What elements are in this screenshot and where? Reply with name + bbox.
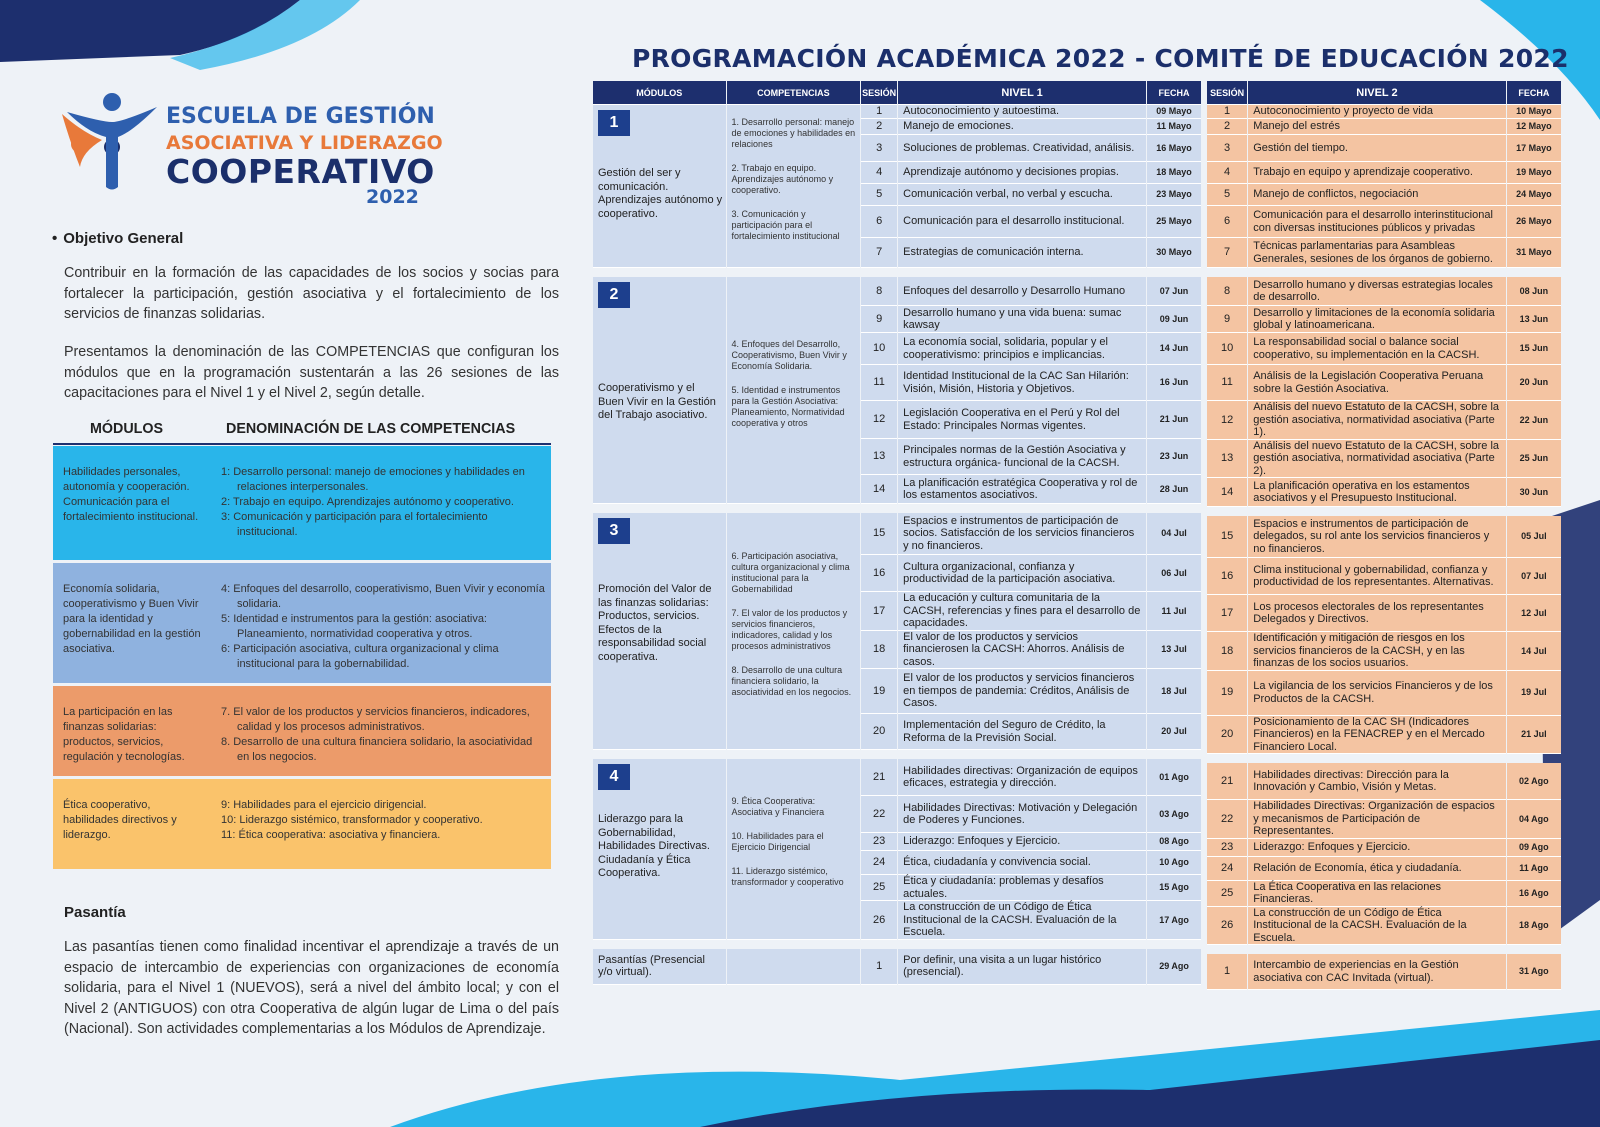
session-topic-nivel1: Identidad Institucional de la CAC San Hilarión: Visión, Misión, Historia y Objetivos.	[898, 365, 1146, 401]
programacion-nivel2-table	[1206, 81, 1562, 990]
th-modulos: MÓDULOS	[593, 81, 726, 105]
session-number: 5	[1207, 184, 1247, 206]
session-topic-nivel2: La vigilancia de los servicios Financieros y de los Productos de la CACSH.	[1248, 671, 1505, 716]
session-number: 25	[861, 875, 897, 901]
session-topic-nivel1: Estrategias de comunicación interna.	[898, 238, 1146, 268]
session-row	[593, 277, 1201, 306]
competencia-item: 6: Participación asociativa, cultura organizacional y clima institucional para la gobernabilidad.	[221, 643, 499, 670]
session-row-nivel2	[1207, 595, 1561, 632]
session-row	[593, 759, 1201, 796]
session-number: 20	[861, 714, 897, 750]
session-date-nivel1: 06 Jul	[1147, 555, 1201, 592]
competencia-block	[53, 686, 551, 776]
session-topic-nivel2: Análisis del nuevo Estatuto de la CACSH, sobre la gestión asociativa, normatividad asociativa (Parte 1).	[1248, 401, 1505, 440]
session-number: 5	[861, 184, 897, 206]
session-topic-nivel1: Desarrollo humano y una vida buena: sumac kawsay	[898, 306, 1146, 333]
objective-text: Contribuir en la formación de las capacidades de los socios y socias para fortalecer la participación, gestión asociativa y el fortalecimiento de los servicios de finanzas solidarias.	[64, 265, 559, 322]
session-row-nivel2	[1207, 184, 1561, 206]
module-competencias	[727, 277, 861, 504]
competencia-module-name: Ética cooperativo, habilidades directivos y liderazgo.	[63, 799, 177, 841]
session-topic-nivel1: Cultura organizacional, confianza y productividad de la participación asociativa.	[898, 555, 1146, 592]
session-row-nivel2	[1207, 440, 1561, 479]
session-row-nivel2	[1207, 105, 1561, 119]
header-divider	[53, 443, 551, 445]
session-date-nivel1: 18 Jul	[1147, 669, 1201, 714]
session-topic-nivel2: Técnicas parlamentarias para Asambleas Generales, sesiones de los órganos de gobierno.	[1248, 238, 1505, 268]
session-row-nivel2	[1207, 881, 1561, 907]
module-name: Liderazgo para la Gobernabilidad, Habilidades Directivas. Ciudadanía y Ética Cooperativa.	[598, 813, 710, 879]
competencia-entry: 5. Identidad e instrumentos para la Gestión Asociativa: Planeamiento, Normatividad cooperativa y otros	[731, 384, 845, 428]
competencia-item: 5: Identidad e instrumentos para la gestión: asociativa: Planeamiento, normatividad cooperativa y otros.	[221, 613, 487, 640]
session-date-nivel1: 14 Jun	[1147, 333, 1201, 365]
module-gap	[1207, 507, 1561, 516]
session-topic-nivel2: Análisis del nuevo Estatuto de la CACSH, sobre la gestión asociativa, normatividad asociativa (Parte 2).	[1248, 440, 1505, 479]
session-number: 15	[861, 513, 897, 555]
session-topic-nivel1: Legislación Cooperativa en el Perú y Rol del Estado: Principales Normas vigentes.	[898, 401, 1146, 439]
session-topic-nivel1: El valor de los productos y servicios financieros en tiempos de pandemia: Créditos, Análisis de Casos.	[898, 669, 1146, 714]
session-date-nivel1: 09 Mayo	[1147, 105, 1201, 119]
modules-header: MÓDULOS	[90, 421, 164, 437]
objective-heading: • Objetivo General	[52, 230, 183, 247]
session-number: 18	[1207, 632, 1247, 671]
session-number: 24	[1207, 857, 1247, 881]
session-date-nivel2: 17 Mayo	[1507, 135, 1561, 162]
session-number: 23	[1207, 839, 1247, 857]
session-topic-nivel1: Liderazgo: Enfoques y Ejercicio.	[898, 833, 1146, 851]
competencias-header: DENOMINACIÓN DE LAS COMPETENCIAS	[226, 421, 516, 437]
competencia-module-name: La participación en las finanzas solidarias: productos, servicios, regulación y tecnologías.	[63, 706, 185, 763]
session-date-nivel2: 26 Mayo	[1507, 206, 1561, 238]
th-sesion2: SESIÓN	[1207, 81, 1247, 105]
session-topic-nivel2: Clima institucional y gobernabilidad, confianza y productividad de los representantes. Alternativas.	[1248, 558, 1505, 595]
session-number: 21	[861, 759, 897, 796]
competencia-block	[53, 779, 551, 869]
session-date-nivel2: 18 Ago	[1507, 907, 1561, 946]
logo-line3: COOPERATIVO	[166, 152, 435, 191]
session-date-nivel2: 20 Jun	[1507, 365, 1561, 401]
session-date-nivel1: 13 Jul	[1147, 631, 1201, 670]
th-competencias: COMPETENCIAS	[727, 81, 861, 105]
competencia-list	[221, 705, 546, 765]
pasantias-date2: 31 Ago	[1507, 954, 1561, 990]
session-topic-nivel1: Ética y ciudadanía: problemas y desafíos actuales.	[898, 875, 1146, 901]
session-number: 23	[861, 833, 897, 851]
session-row-nivel2	[1207, 135, 1561, 162]
competencia-item: 11: Ética cooperativa: asociativa y financiera.	[221, 829, 441, 841]
session-date-nivel1: 03 Ago	[1147, 796, 1201, 833]
session-topic-nivel2: Desarrollo y limitaciones de la economía solidaria global y latinoamericana.	[1248, 306, 1505, 333]
session-row-nivel2	[1207, 277, 1561, 306]
session-topic-nivel1: Principales normas de la Gestión Asociativa y estructura orgánica- funcional de la CACSH.	[898, 439, 1146, 475]
module-number-badge: 4	[598, 764, 630, 790]
session-topic-nivel2: Habilidades Directivas: Organización de espacios y mecanismos de Participación de Representantes.	[1248, 800, 1505, 839]
session-date-nivel1: 16 Mayo	[1147, 135, 1201, 162]
session-date-nivel2: 07 Jul	[1507, 558, 1561, 595]
session-number: 14	[1207, 478, 1247, 507]
session-date-nivel2: 31 Mayo	[1507, 238, 1561, 268]
session-number: 8	[861, 277, 897, 306]
module-name: Cooperativismo y el Buen Vivir en la Gestión del Trabajo asociativo.	[598, 382, 716, 421]
session-date-nivel1: 10 Ago	[1147, 851, 1201, 875]
th-nivel1: NIVEL 1	[898, 81, 1146, 105]
session-number: 7	[861, 238, 897, 268]
session-row-nivel2	[1207, 206, 1561, 238]
module-cell	[593, 277, 726, 504]
session-date-nivel1: 15 Ago	[1147, 875, 1201, 901]
logo-year: 2022	[366, 186, 419, 208]
session-number: 2	[861, 119, 897, 135]
pasantias-date1: 29 Ago	[1147, 949, 1201, 985]
competencia-entry: 2. Trabajo en equipo. Aprendizajes autónomo y cooperativo.	[731, 163, 834, 195]
session-number: 6	[1207, 206, 1247, 238]
session-date-nivel1: 17 Ago	[1147, 901, 1201, 940]
session-date-nivel2: 04 Ago	[1507, 800, 1561, 839]
session-number: 17	[861, 592, 897, 631]
competencia-entry: 10. Habilidades para el Ejercicio Dirigencial	[731, 831, 824, 853]
session-date-nivel2: 12 Jul	[1507, 595, 1561, 632]
session-number: 26	[1207, 907, 1247, 946]
competencia-list	[221, 798, 546, 843]
session-date-nivel2: 11 Ago	[1507, 857, 1561, 881]
module-gap	[1207, 268, 1561, 277]
session-topic-nivel2: Habilidades directivas: Dirección para la Innovación y Cambio, Visión y Metas.	[1248, 763, 1505, 800]
session-date-nivel1: 11 Jul	[1147, 592, 1201, 631]
session-number: 13	[1207, 440, 1247, 479]
competencia-list	[221, 582, 546, 672]
session-number: 10	[861, 333, 897, 365]
competencia-item: 4: Enfoques del desarrollo, cooperativismo, Buen Vivir y economía solidaria.	[221, 583, 545, 610]
session-number: 15	[1207, 516, 1247, 558]
session-topic-nivel1: El valor de los productos y servicios financierosen la CACSH: Ahorros. Análisis de casos.	[898, 631, 1146, 670]
session-row-nivel2	[1207, 238, 1561, 268]
logo-line1: ESCUELA DE GESTIÓN	[166, 104, 435, 129]
module-competencias	[727, 513, 861, 750]
session-topic-nivel1: Autoconocimiento y autoestima.	[898, 105, 1146, 119]
session-date-nivel2: 02 Ago	[1507, 763, 1561, 800]
session-topic-nivel1: Comunicación para el desarrollo institucional.	[898, 206, 1146, 238]
session-number: 3	[861, 135, 897, 162]
competencia-entry: 6. Participación asociativa, cultura organizacional y clima institucional para la Gobernabilidad	[731, 551, 850, 594]
session-date-nivel2: 24 Mayo	[1507, 184, 1561, 206]
logo-line2: ASOCIATIVA Y LIDERAZGO	[166, 132, 443, 154]
session-row-nivel2	[1207, 306, 1561, 333]
session-number: 7	[1207, 238, 1247, 268]
session-row-nivel2	[1207, 800, 1561, 839]
session-number: 4	[1207, 162, 1247, 184]
session-row-nivel2	[1207, 763, 1561, 800]
session-number: 25	[1207, 881, 1247, 907]
competencia-entry: 9. Ética Cooperativa: Asociativa y Financiera	[731, 796, 825, 818]
module-competencias	[727, 105, 861, 268]
session-topic-nivel2: Análisis de la Legislación Cooperativa Peruana sobre la Gestión Asociativa.	[1248, 365, 1505, 401]
session-topic-nivel1: Aprendizaje autónomo y decisiones propias.	[898, 162, 1146, 184]
session-topic-nivel1: Ética, ciudadanía y convivencia social.	[898, 851, 1146, 875]
programacion-nivel1-table	[592, 81, 1202, 985]
session-date-nivel1: 23 Jun	[1147, 439, 1201, 475]
session-number: 1	[1207, 954, 1247, 990]
session-number: 21	[1207, 763, 1247, 800]
presentation-text: Presentamos la denominación de las COMPETENCIAS que configuran los módulos que en la programación sustentarán a las 26 sesiones de las capacitaciones para el Nivel 1 y el Nivel 2, según detalle.	[64, 344, 559, 401]
module-gap	[593, 504, 1201, 513]
session-number: 1	[1207, 105, 1247, 119]
page-title: PROGRAMACIÓN ACADÉMICA 2022 - COMITÉ DE EDUCACIÓN 2022	[632, 44, 1569, 73]
session-topic-nivel2: Relación de Economía, ética y ciudadanía.	[1248, 857, 1505, 881]
pasantias-row-nivel2	[1207, 954, 1561, 990]
session-date-nivel1: 30 Mayo	[1147, 238, 1201, 268]
session-number: 12	[1207, 401, 1247, 440]
session-number: 3	[1207, 135, 1247, 162]
school-logo	[62, 92, 442, 212]
session-date-nivel2: 19 Mayo	[1507, 162, 1561, 184]
session-date-nivel2: 19 Jul	[1507, 671, 1561, 716]
module-gap	[1207, 754, 1561, 763]
session-number: 1	[861, 949, 897, 985]
module-name: Gestión del ser y comunicación. Aprendizajes autónomo y cooperativo.	[598, 167, 723, 220]
competencia-item: 1: Desarrollo personal: manejo de emociones y habilidades en relaciones interpersonales.	[221, 466, 525, 493]
session-row-nivel2	[1207, 162, 1561, 184]
session-number: 18	[861, 631, 897, 670]
session-date-nivel1: 11 Mayo	[1147, 119, 1201, 135]
session-number: 12	[861, 401, 897, 439]
session-number: 11	[1207, 365, 1247, 401]
session-topic-nivel1: Habilidades Directivas: Motivación y Delegación de Poderes y Funciones.	[898, 796, 1146, 833]
competencia-entry: 1. Desarrollo personal: manejo de emociones y habilidades en relaciones	[731, 117, 856, 149]
session-date-nivel1: 28 Jun	[1147, 475, 1201, 504]
competencia-item: 10: Liderazgo sistémico, transformador y cooperativo.	[221, 814, 483, 826]
session-topic-nivel2: La responsabilidad social o balance social cooperativo, su implementación en la CACSH.	[1248, 333, 1505, 365]
module-number-badge: 2	[598, 282, 630, 308]
session-number: 19	[861, 669, 897, 714]
competencia-entry: 7. El valor de los productos y servicios financieros, indicadores, calidad y los procesos administrativos	[731, 608, 848, 651]
session-number: 1	[861, 105, 897, 119]
session-topic-nivel2: Identificación y mitigación de riesgos en los servicios financieros de la CACSH, y en las finanzas de los socios usuarios.	[1248, 632, 1505, 671]
module-gap	[593, 268, 1201, 277]
pasantias-name: Pasantías (Presencial y/o virtual).	[593, 949, 726, 985]
session-topic-nivel1: La educación y cultura comunitaria de la CACSH, referencias y fines para el desarrollo de capacidades.	[898, 592, 1146, 631]
session-number: 16	[1207, 558, 1247, 595]
session-date-nivel1: 16 Jun	[1147, 365, 1201, 401]
session-topic-nivel2: Gestión del tiempo.	[1248, 135, 1505, 162]
session-topic-nivel2: La construcción de un Código de Ética Institucional de la CACSH. Evaluación de la Escuela.	[1248, 907, 1505, 946]
competencia-item: 2: Trabajo en equipo. Aprendizajes autónomo y cooperativo.	[221, 496, 514, 508]
session-topic-nivel2: Liderazgo: Enfoques y Ejercicio.	[1248, 839, 1505, 857]
session-row-nivel2	[1207, 119, 1561, 135]
module-cell	[593, 105, 726, 268]
session-topic-nivel1: Comunicación verbal, no verbal y escucha.	[898, 184, 1146, 206]
session-topic-nivel2: Posicionamiento de la CAC SH (Indicadores Financieros) en la FENACREP y en el Mercado Financiero Local.	[1248, 716, 1505, 755]
session-date-nivel2: 22 Jun	[1507, 401, 1561, 440]
module-cell	[593, 759, 726, 940]
competencia-item: 8. Desarrollo de una cultura financiera solidario, la asociatividad en los negocios.	[221, 736, 533, 763]
module-name: Promoción del Valor de las finanzas solidarias: Productos, servicios. Efectos de la responsabilidad social cooperativa.	[598, 583, 712, 663]
session-number: 16	[861, 555, 897, 592]
session-topic-nivel2: Manejo de conflictos, negociación	[1248, 184, 1505, 206]
pasantia-heading: Pasantía	[64, 904, 126, 921]
session-topic-nivel1: Habilidades directivas: Organización de equipos eficaces, estrategia y dirección.	[898, 759, 1146, 796]
session-topic-nivel1: Implementación del Seguro de Crédito, la Reforma de la Previsión Social.	[898, 714, 1146, 750]
pasantias-nivel2: Intercambio de experiencias en la Gestión asociativa con CAC Invitada (virtual).	[1248, 954, 1505, 990]
module-competencias	[727, 759, 861, 940]
session-number: 9	[861, 306, 897, 333]
session-date-nivel1: 20 Jul	[1147, 714, 1201, 750]
session-topic-nivel1: Soluciones de problemas. Creatividad, análisis.	[898, 135, 1146, 162]
session-row-nivel2	[1207, 333, 1561, 365]
session-number: 19	[1207, 671, 1247, 716]
competencia-entry: 4. Enfoques del Desarrollo, Cooperativismo, Buen Vivir y Economía Solidaria.	[731, 338, 847, 371]
session-date-nivel1: 23 Mayo	[1147, 184, 1201, 206]
competencia-block	[53, 563, 551, 683]
competencia-block	[53, 446, 551, 560]
session-date-nivel1: 08 Ago	[1147, 833, 1201, 851]
session-row-nivel2	[1207, 857, 1561, 881]
session-row-nivel2	[1207, 839, 1561, 857]
session-topic-nivel1: La construcción de un Código de Ética Institucional de la CACSH. Evaluación de la Escuela.	[898, 901, 1146, 940]
competencia-entry: 3. Comunicación y participación para el fortalecimiento institucional	[731, 209, 840, 241]
session-topic-nivel2: Trabajo en equipo y aprendizaje cooperativo.	[1248, 162, 1505, 184]
session-topic-nivel2: La planificación operativa en los estamentos asociativos y el Presupuesto Institucional.	[1248, 478, 1505, 507]
session-row	[593, 513, 1201, 555]
th-sesion: SESIÓN	[861, 81, 897, 105]
session-number: 17	[1207, 595, 1247, 632]
session-number: 20	[1207, 716, 1247, 755]
session-row-nivel2	[1207, 558, 1561, 595]
session-row	[593, 105, 1201, 119]
session-row-nivel2	[1207, 401, 1561, 440]
session-date-nivel2: 14 Jul	[1507, 632, 1561, 671]
competencia-list	[221, 465, 546, 540]
session-date-nivel2: 13 Jun	[1507, 306, 1561, 333]
session-number: 26	[861, 901, 897, 940]
session-topic-nivel2: La Ética Cooperativa en las relaciones Financieras.	[1248, 881, 1505, 907]
session-topic-nivel1: La planificación estratégica Cooperativa y rol de los estamentos asociativos.	[898, 475, 1146, 504]
session-date-nivel1: 04 Jul	[1147, 513, 1201, 555]
session-date-nivel1: 07 Jun	[1147, 277, 1201, 306]
session-number: 9	[1207, 306, 1247, 333]
session-date-nivel1: 01 Ago	[1147, 759, 1201, 796]
session-row-nivel2	[1207, 365, 1561, 401]
session-row-nivel2	[1207, 516, 1561, 558]
session-date-nivel1: 25 Mayo	[1147, 206, 1201, 238]
session-row-nivel2	[1207, 478, 1561, 507]
session-date-nivel2: 08 Jun	[1507, 277, 1561, 306]
session-date-nivel2: 30 Jun	[1507, 478, 1561, 507]
session-number: 14	[861, 475, 897, 504]
pasantias-row	[593, 949, 1201, 985]
module-cell	[593, 513, 726, 750]
session-number: 22	[1207, 800, 1247, 839]
session-date-nivel1: 18 Mayo	[1147, 162, 1201, 184]
module-gap	[593, 750, 1201, 759]
session-date-nivel2: 09 Ago	[1507, 839, 1561, 857]
session-number: 4	[861, 162, 897, 184]
session-number: 11	[861, 365, 897, 401]
session-date-nivel2: 16 Ago	[1507, 881, 1561, 907]
session-number: 6	[861, 206, 897, 238]
session-number: 2	[1207, 119, 1247, 135]
pasantias-nivel1: Por definir, una visita a un lugar histórico (presencial).	[898, 949, 1146, 985]
competencia-item: 3: Comunicación y participación para el fortalecimiento institucional.	[221, 511, 488, 538]
session-date-nivel2: 10 Mayo	[1507, 105, 1561, 119]
th-fecha1: FECHA	[1147, 81, 1201, 105]
competencia-item: 9: Habilidades para el ejercicio dirigencial.	[221, 799, 427, 811]
session-number: 22	[861, 796, 897, 833]
th-nivel2: NIVEL 2	[1248, 81, 1505, 105]
session-date-nivel2: 15 Jun	[1507, 333, 1561, 365]
session-topic-nivel2: Desarrollo humano y diversas estrategias locales de desarrollo.	[1248, 277, 1505, 306]
session-topic-nivel2: Manejo del estrés	[1248, 119, 1505, 135]
session-date-nivel2: 05 Jul	[1507, 516, 1561, 558]
th-fecha2: FECHA	[1507, 81, 1561, 105]
session-number: 8	[1207, 277, 1247, 306]
session-topic-nivel1: Espacios e instrumentos de participación de socios. Satisfacción de los servicios financieros y no financieros.	[898, 513, 1146, 555]
session-number: 10	[1207, 333, 1247, 365]
session-date-nivel2: 25 Jun	[1507, 440, 1561, 479]
session-number: 13	[861, 439, 897, 475]
session-number: 24	[861, 851, 897, 875]
competencia-module-name: Habilidades personales, autonomía y cooperación. Comunicación para el fortalecimiento institucional.	[63, 466, 199, 523]
module-number-badge: 1	[598, 110, 630, 136]
session-topic-nivel2: Comunicación para el desarrollo interinstitucional con diversas instituciones públicos y privadas	[1248, 206, 1505, 238]
session-row-nivel2	[1207, 907, 1561, 946]
module-gap	[593, 940, 1201, 949]
cooperative-people-icon	[62, 92, 162, 192]
session-topic-nivel1: Enfoques del desarrollo y Desarrollo Humano	[898, 277, 1146, 306]
session-date-nivel1: 09 Jun	[1147, 306, 1201, 333]
session-date-nivel2: 21 Jul	[1507, 716, 1561, 755]
session-row-nivel2	[1207, 716, 1561, 755]
session-row-nivel2	[1207, 671, 1561, 716]
session-topic-nivel2: Espacios e instrumentos de participación de delegados, su rol ante los servicios financieros y no financieros.	[1248, 516, 1505, 558]
pasantia-text: Las pasantías tienen como finalidad incentivar el aprendizaje a través de un espacio de intercambio de experiencias con organizaciones de economía solidaria, para el Nivel 1 (NUEVOS), será a nivel del ámbito local; y con el Nivel 2 (ANTIGUOS) con otra Cooperativa de algún lugar de Lima o del país (Nacional). Son actividades complementarias a los Módulos de Aprendizaje.	[64, 939, 559, 1037]
module-gap	[1207, 945, 1561, 954]
session-date-nivel1: 21 Jun	[1147, 401, 1201, 439]
competencia-item: 7. El valor de los productos y servicios financieros, indicadores, calidad y los procesos administrativos.	[221, 706, 530, 733]
pasantias-competencias	[727, 949, 861, 985]
session-topic-nivel1: Manejo de emociones.	[898, 119, 1146, 135]
session-topic-nivel2: Autoconocimiento y proyecto de vida	[1248, 105, 1505, 119]
module-number-badge: 3	[598, 518, 630, 544]
competencia-module-name: Economía solidaria, cooperativismo y Buen Vivir para la identidad y gobernabilidad en la gestión asociativa.	[63, 583, 201, 655]
session-date-nivel2: 12 Mayo	[1507, 119, 1561, 135]
competencia-entry: 8. Desarrollo de una cultura financiera solidario, la asociatividad en los negocios.	[731, 665, 852, 697]
session-row-nivel2	[1207, 632, 1561, 671]
competencia-entry: 11. Liderazgo sistémico, transformador y cooperativo	[731, 866, 844, 888]
session-topic-nivel1: La economía social, solidaria, popular y el cooperativismo: principios e implicancias.	[898, 333, 1146, 365]
session-topic-nivel2: Los procesos electorales de los representantes Delegados y Directivos.	[1248, 595, 1505, 632]
